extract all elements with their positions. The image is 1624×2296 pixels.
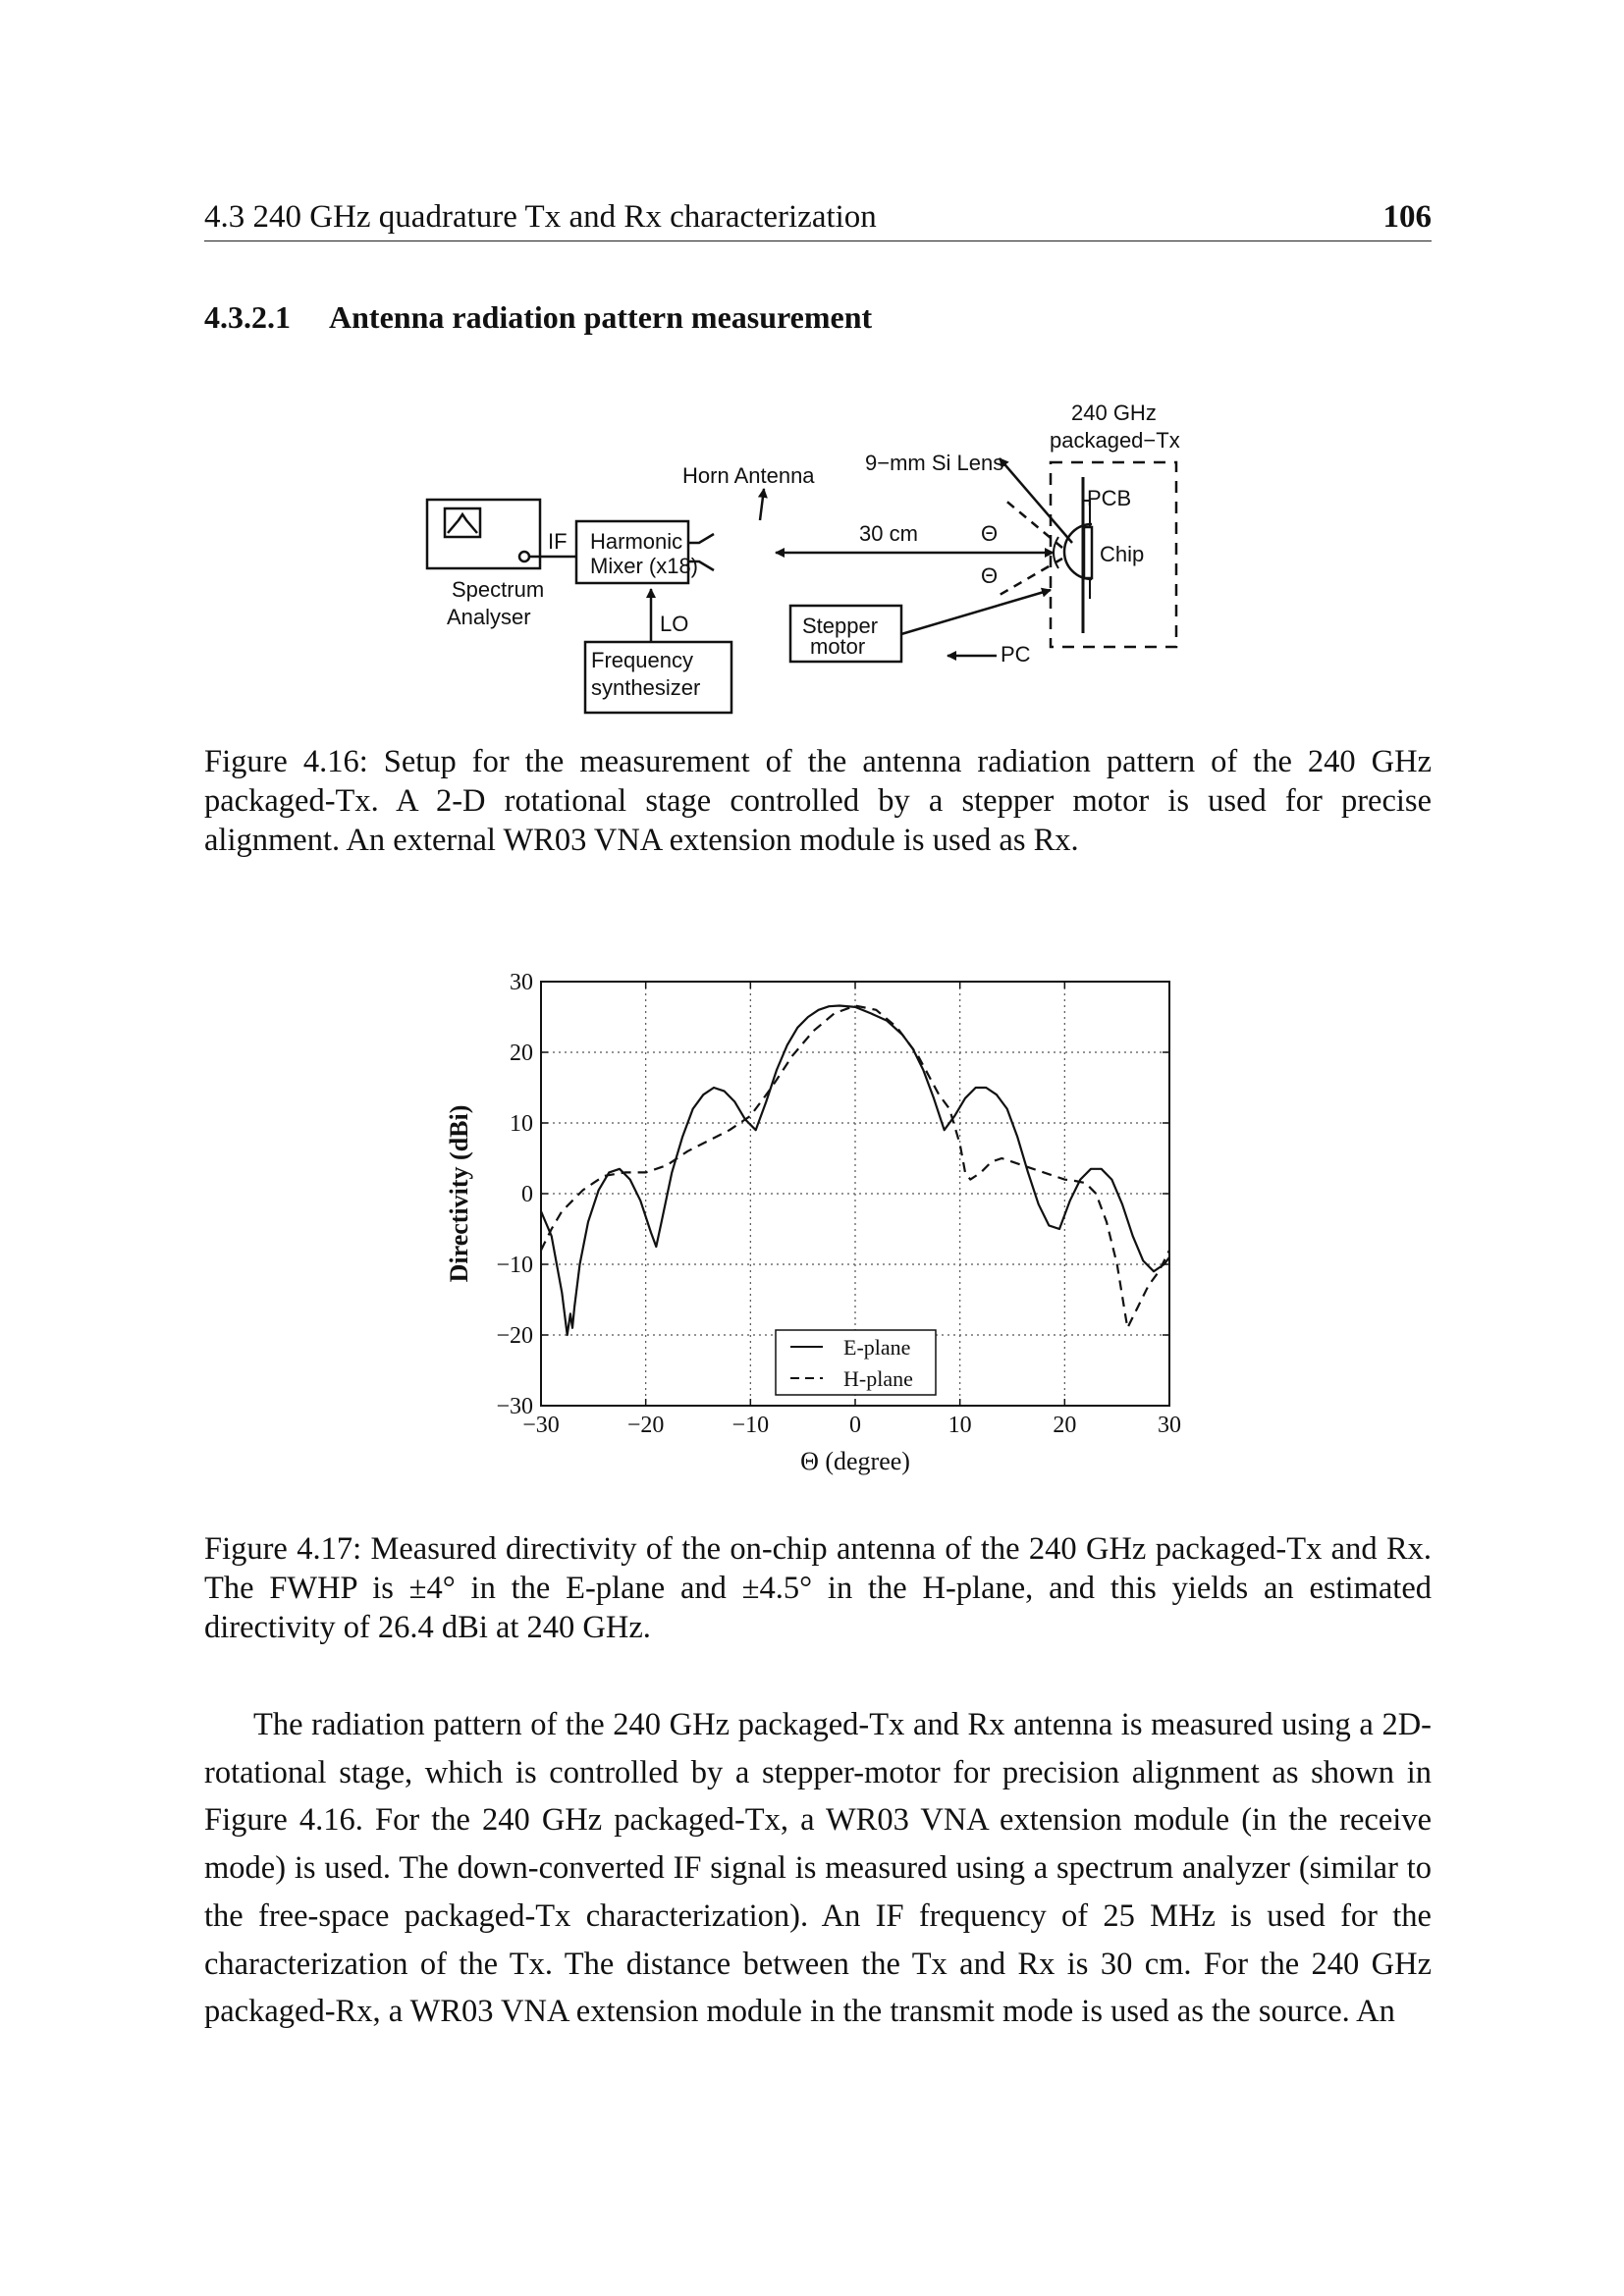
label-frequency: Frequency — [591, 648, 693, 672]
y-tick-label: −30 — [496, 1394, 533, 1419]
chip-icon — [1084, 527, 1092, 578]
subsection-title-text: Antenna radiation pattern measurement — [329, 299, 873, 335]
y-tick-label: −10 — [496, 1253, 533, 1278]
x-tick-label: 20 — [1053, 1413, 1077, 1438]
x-tick-label: 30 — [1158, 1413, 1181, 1438]
x-tick-label: −20 — [626, 1413, 665, 1438]
label-harmonic: Harmonic — [590, 529, 683, 554]
y-tick-label: −20 — [496, 1323, 533, 1349]
label-pcb: PCB — [1087, 486, 1132, 510]
figure-4-17-caption: Figure 4.17: Measured directivity of the on-chip antenna of the 240 GHz packaged-Tx and Rx. The FWHP is ±4° in the E-plane and ±4.5° in the H-plane, and this yields an estimated directivity of 26.4 dBi at 240 GHz. — [204, 1531, 1432, 1645]
setup-diagram — [0, 383, 1624, 726]
label-synthesizer: synthesizer — [591, 675, 701, 700]
directivity-chart — [0, 962, 1624, 1492]
label-horn-antenna: Horn Antenna — [682, 463, 815, 488]
legend-h-plane: H-plane — [843, 1366, 913, 1391]
y-tick-label: 20 — [510, 1041, 533, 1066]
label-stepper: Stepper — [802, 614, 879, 638]
label-analyser: Analyser — [447, 605, 531, 629]
y-axis-label: Directivity (dBi) — [445, 1104, 473, 1283]
y-tick-label: 30 — [510, 970, 533, 995]
label-theta-lower: Θ — [981, 563, 999, 588]
if-port-icon — [519, 552, 529, 561]
label-theta-upper: Θ — [981, 521, 999, 546]
y-tick-label: 0 — [521, 1182, 533, 1207]
label-pc: PC — [1001, 642, 1031, 667]
header-rule — [204, 240, 1432, 241]
subsection-number: 4.3.2.1 — [204, 299, 291, 335]
chart-legend — [776, 1330, 936, 1395]
body-paragraph: The radiation pattern of the 240 GHz packaged-Tx and Rx antenna is measured using a 2D-rotational stage, which is controlled by a stepper-motor for precision alignment as shown in Figure 4.16. For the 240 GHz packaged-Tx, a WR03 VNA extension module (in the receive mode) is used. The down-converted IF signal is measured using a spectrum analyzer (similar to the free-space packaged-Tx characterization). An IF frequency of 25 MHz is used for the characterization of the Tx. The distance between the Tx and Rx is 30 cm. For the 240 GHz packaged-Rx, a WR03 VNA extension module in the transmit mode is used as the source. An — [204, 1707, 1432, 2030]
x-tick-label: 0 — [849, 1413, 861, 1438]
subsection-title — [204, 299, 872, 336]
label-chip: Chip — [1100, 542, 1145, 566]
label-lo: LO — [660, 612, 689, 636]
label-spectrum: Spectrum — [452, 577, 545, 602]
figure-4-16-caption: Figure 4.16: Setup for the measurement of the antenna radiation pattern of the 240 GHz packaged-Tx. A 2-D rotational stage controlled by a stepper motor is used for precise alignment. An external WR03 VNA extension module is used as Rx. — [204, 744, 1432, 858]
running-header: 4.3 240 GHz quadrature Tx and Rx characterization — [204, 199, 877, 235]
y-tick-label: 10 — [510, 1111, 533, 1137]
x-tick-label: −10 — [731, 1413, 770, 1438]
page-number: 106 — [1382, 199, 1432, 235]
label-240ghz: 240 GHz — [1071, 400, 1157, 425]
legend-e-plane: E-plane — [843, 1335, 911, 1360]
si-lens-icon — [1064, 524, 1092, 579]
label-if: IF — [548, 529, 568, 554]
label-motor: motor — [810, 634, 866, 659]
spectrum-peak-icon — [448, 514, 477, 533]
label-mixer: Mixer (x18) — [590, 554, 699, 578]
label-packaged-tx: packaged−Tx — [1050, 428, 1180, 453]
label-si-lens: 9−mm Si Lens — [865, 451, 1004, 475]
x-tick-label: 10 — [947, 1413, 972, 1438]
x-tick-label: −30 — [522, 1413, 560, 1438]
label-distance: 30 cm — [859, 521, 918, 546]
theta-arc-icon — [1054, 537, 1058, 568]
x-axis-label: Θ (degree) — [800, 1447, 910, 1475]
